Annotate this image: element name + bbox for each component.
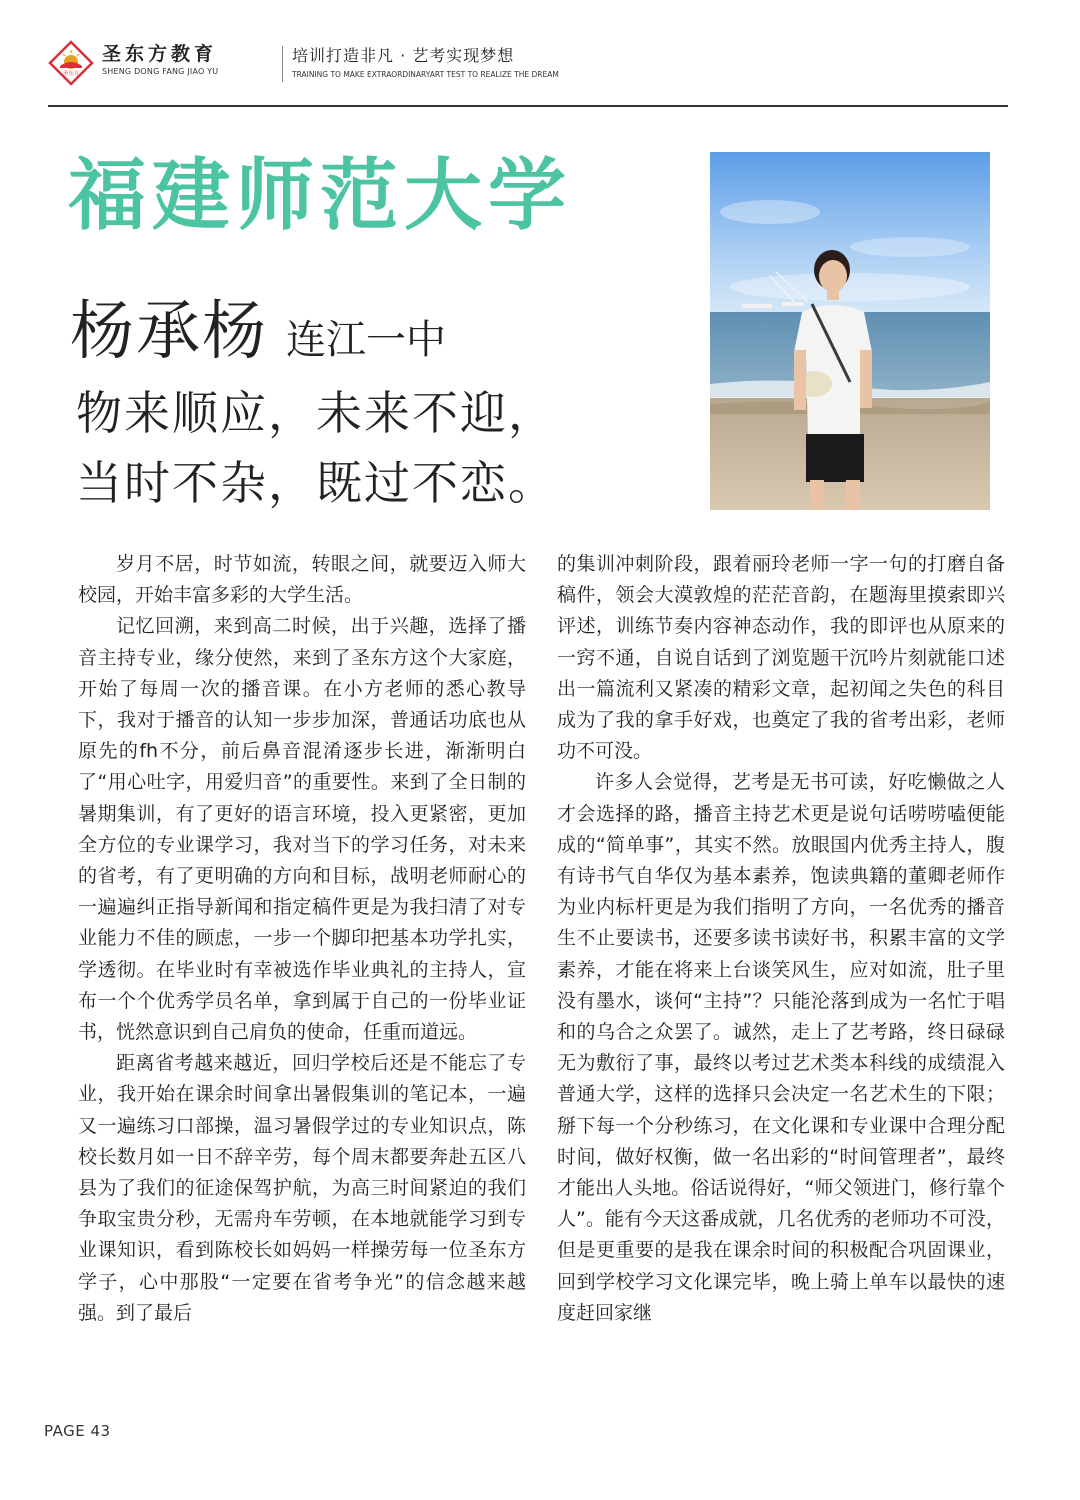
brand-block xyxy=(102,44,218,76)
page-header xyxy=(48,36,1008,106)
slogan-en: TRAINING TO MAKE EXTRAORDINARYART TEST TO REALIZE THE DREAM xyxy=(292,70,559,79)
motto-line: 当时不杂，既过不恋。 xyxy=(76,456,556,510)
student-line xyxy=(70,280,446,372)
article-column-left xyxy=(78,549,526,1329)
slogan-cn: 培训打造非凡 · 艺考实现梦想 xyxy=(292,46,515,65)
page-number xyxy=(44,1422,111,1440)
motto xyxy=(76,378,556,518)
beach-portrait-photo xyxy=(710,152,990,510)
student-school: 连江一中 xyxy=(286,317,446,363)
motto-line: 物来顺应，未来不迎， xyxy=(76,386,556,440)
page-label: PAGE xyxy=(44,1422,86,1440)
body-paragraph: 的集训冲刺阶段，跟着丽玲老师一字一句的打磨自备稿件，领会大漠敦煌的茫茫音韵，在题海里摸索即兴评述，训练节奏内容神态动作，我的即评也从原来的一窍不通，自说自话到了浏览题干沉吟片刻就能口述出一篇流利又紧凑的精彩文章，起初闻之失色的科目成为了我的拿手好戏，也奠定了我的省考出彩，老师功不可没。 xyxy=(557,553,1005,763)
article-column-right xyxy=(557,549,1005,1329)
body-paragraph: 许多人会觉得，艺考是无书可读，好吃懒做之人才会选择的路，播音主持艺术更是说句话唠唠嗑便能成的“简单事”，其实不然。放眼国内优秀主持人，腹有诗书气自华仅为基本素养，饱读典籍的董卿老师作为业内标杆更是为我们指明了方向，一名优秀的播音生不止要读书，还要多读书读好书，积累丰富的文学素养，才能在将来上台谈笑风生，应对如流，肚子里没有墨水，谈何“主持”？只能沦落到成为一名忙于唱和的乌合之众罢了。诚然，走上了艺考路，终日碌碌无为敷衍了事，最终以考过艺术类本科线的成绩混入普通大学，这样的选择只会决定一名艺术生的下限；掰下每一个分秒练习，在文化课和专业课中合理分配时间，做好权衡，做一名出彩的“时间管理者”，最终才能出人头地。俗话说得好，“师父领进门，修行靠个人”。能有今天这番成就，几名优秀的老师功不可没，但是更重要的是我在课余时间的积极配合巩固课业，回到学校学习文化课完毕，晚上骑上单车以最快的速度赶回家继 xyxy=(557,771,1005,1324)
body-paragraph: 岁月不居，时节如流，转眼之间，就要迈入师大校园，开始丰富多彩的大学生活。 xyxy=(78,553,526,607)
brand-name-cn: 圣东方教育 xyxy=(102,43,218,65)
student-photo xyxy=(710,152,990,510)
page-number-value: 43 xyxy=(90,1422,111,1440)
brand-name-en: SHENG DONG FANG JIAO YU xyxy=(102,67,219,76)
university-title: 福建师范大学 xyxy=(68,151,573,241)
svg-text:圣东方: 圣东方 xyxy=(62,71,80,77)
header-rule xyxy=(48,105,1008,107)
slogan-block xyxy=(292,46,559,79)
body-paragraph: 记忆回溯，来到高二时候，出于兴趣，选择了播音主持专业，缘分使然，来到了圣东方这个大家庭，开始了每周一次的播音课。在小方老师的悉心教导下，我对于播音的认知一步步加深，普通话功底也从原先的fh不分，前后鼻音混淆逐步长进，渐渐明白了“用心吐字，用爱归音”的重要性。来到了全日制的暑期集训，有了更好的语言环境，投入更紧密，更加全方位的专业课学习，我对当下的学习任务，对未来的省考，有了更明确的方向和目标，战明老师耐心的一遍遍纠正指导新闻和指定稿件更是为我扫清了对专业能力不佳的顾虑，一步一个脚印把基本功学扎实，学透彻。在毕业时有幸被选作毕业典礼的主持人，宣布一个个优秀学员名单，拿到属于自己的一份毕业证书，恍然意识到自己肩负的使命，任重而道远。 xyxy=(78,615,526,1044)
header-divider xyxy=(282,46,283,82)
brand-logo xyxy=(48,40,94,86)
student-name: 杨承杨 xyxy=(70,295,268,369)
body-paragraph: 距离省考越来越近，回归学校后还是不能忘了专业，我开始在课余时间拿出暑假集训的笔记本，一遍又一遍练习口部操，温习暑假学过的专业知识点，陈校长数月如一日不辞辛劳，每个周末都要奔赴五区八县为了我们的征途保驾护航，为高三时间紧迫的我们争取宝贵分秒，无需舟车劳顿，在本地就能学习到专业课知识，看到陈校长如妈妈一样操劳每一位圣东方学子，心中那股“一定要在省考争光”的信念越来越强。到了最后 xyxy=(78,1052,526,1324)
sun-diamond-logo-icon xyxy=(48,40,94,86)
